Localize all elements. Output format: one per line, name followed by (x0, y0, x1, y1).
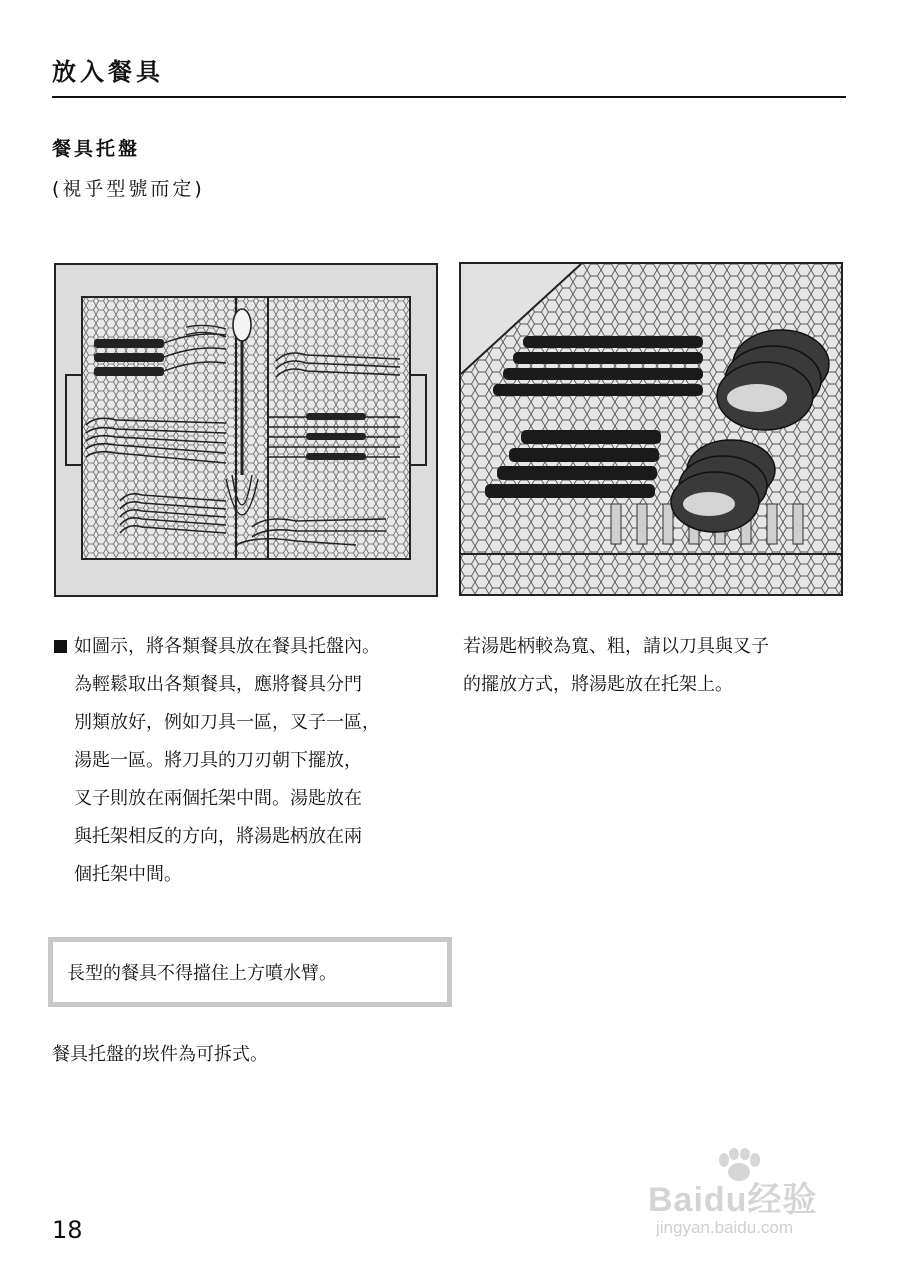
left-line-6: 與托架相反的方向，將湯匙柄放在兩 (74, 826, 362, 847)
section-note: (視乎型號而定) (52, 178, 205, 200)
footer-note: 餐具托盤的崁件為可拆式。 (52, 1044, 268, 1065)
bullet-square-icon (54, 640, 67, 653)
left-line-1: 如圖示，將各類餐具放在餐具托盤內。 (74, 636, 380, 657)
spoon-holder-perspective-illustration (459, 262, 843, 596)
title-divider (52, 96, 846, 98)
baidu-watermark (648, 1148, 858, 1248)
left-line-2: 為輕鬆取出各類餐具，應將餐具分門 (74, 674, 362, 695)
left-line-3: 別類放好，例如刀具一區，叉子一區， (74, 712, 380, 733)
watermark-url: jingyan.baidu.com (656, 1218, 794, 1237)
warning-box (48, 937, 452, 1007)
right-line-1: 若湯匙柄較為寬、粗，請以刀具與叉子 (463, 636, 769, 657)
cutlery-tray-top-view-illustration (54, 263, 438, 597)
cutlery-tray-drawing (56, 265, 436, 595)
warning-text: 長型的餐具不得擋住上方噴水臂。 (67, 963, 337, 984)
left-line-4: 湯匙一區。將刀具的刀刃朝下擺放， (74, 750, 362, 771)
left-line-7: 個托架中間。 (74, 864, 182, 885)
section-heading: 餐具托盤 (52, 138, 141, 160)
left-line-5: 叉子則放在兩個托架中間。湯匙放在 (74, 788, 362, 809)
page-number: 18 (52, 1216, 83, 1244)
right-instructions (463, 628, 853, 704)
spoon-holder-drawing (461, 264, 841, 594)
page-title: 放入餐具 (52, 58, 164, 86)
left-instructions (54, 628, 444, 894)
right-line-2: 的擺放方式，將湯匙放在托架上。 (463, 674, 733, 695)
watermark-brand: Baidu经验 (648, 1181, 818, 1219)
